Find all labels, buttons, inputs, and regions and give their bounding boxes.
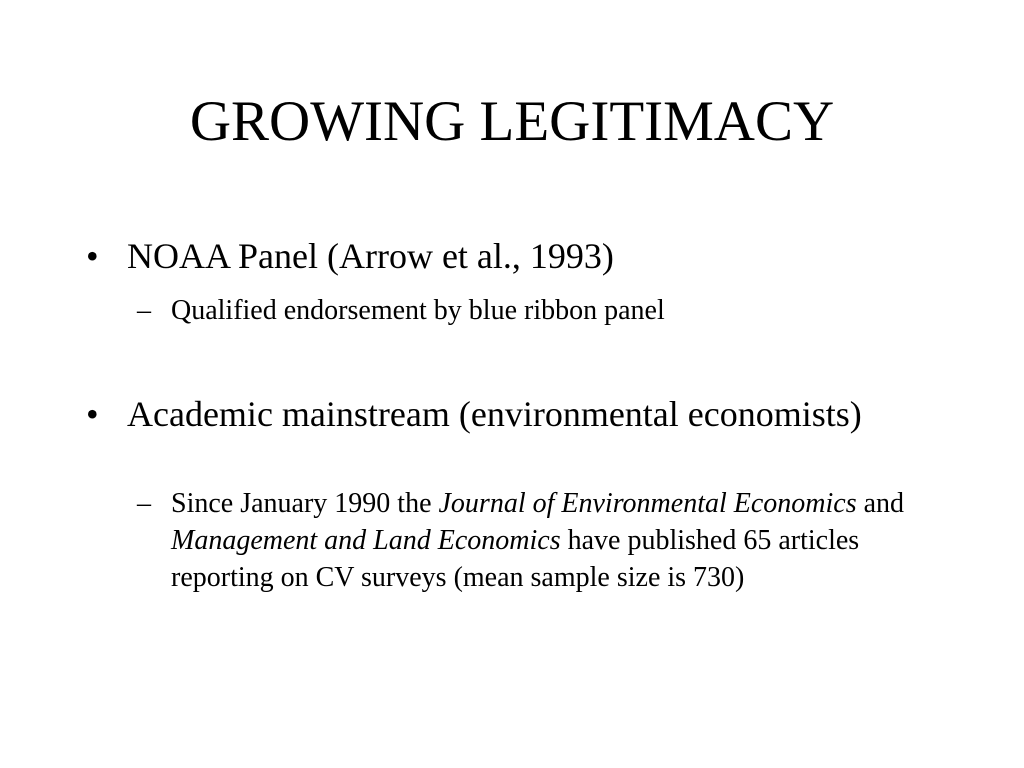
sub-bullet-marker: – [137,295,151,326]
bullet-noaa-panel [86,236,966,276]
bullet-text: Academic mainstream (environmental economists) [127,394,862,434]
sub-bullet-marker: – [137,488,151,519]
bullet-marker: • [86,236,99,276]
sub-bullet-text: Qualified endorsement by blue ribbon panel [171,295,665,326]
sub-bullet-text [171,485,947,596]
bullet-academic-mainstream [86,394,966,434]
sub-bullet-journal-articles [137,485,947,596]
sub-bullet-qualified-endorsement [137,292,947,329]
journal-name-italic: Management and Land Economics [171,525,561,556]
sub-bullet-text-part: Since January 1990 the [171,488,439,519]
sub-bullet-text-part: and [856,488,905,519]
bullet-marker: • [86,394,99,434]
journal-name-italic: Journal of Environmental Economics [438,488,857,519]
bullet-text: NOAA Panel (Arrow et al., 1993) [127,236,614,276]
sub-bullet-text-part: have published 65 articles reporting on CV surveys (mean sample size is 730) [171,525,860,593]
slide-title: GROWING LEGITIMACY [189,90,835,153]
